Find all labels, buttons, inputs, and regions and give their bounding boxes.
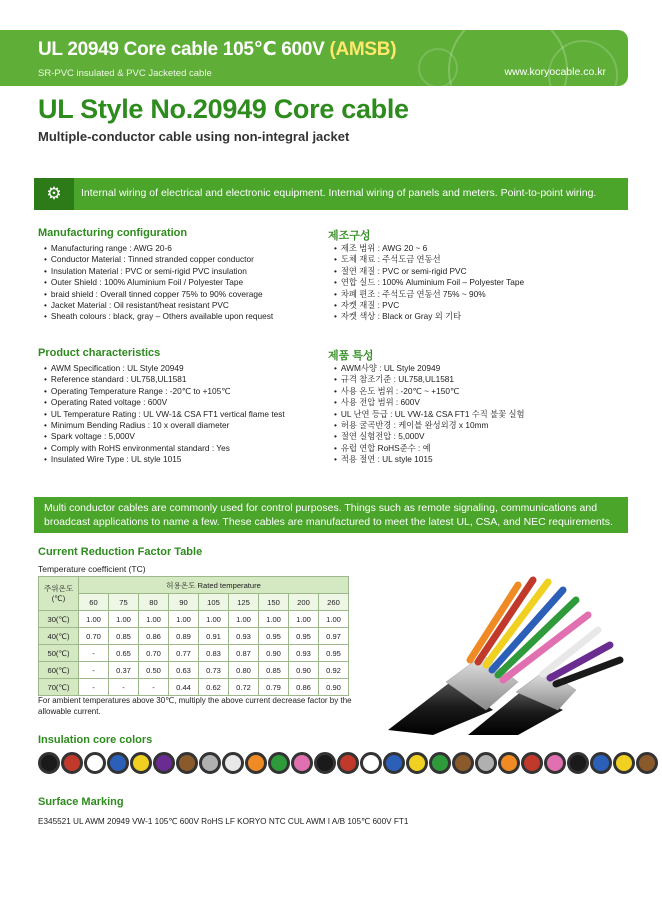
application-bar <box>34 178 628 210</box>
color-swatch <box>337 752 359 774</box>
temperature-row <box>39 594 349 611</box>
temperature-header: 105 <box>199 594 229 611</box>
header-banner <box>0 30 628 86</box>
banner-decoration <box>418 48 458 86</box>
table-cell: 0.97 <box>319 628 349 645</box>
insulation-color-swatches <box>38 752 658 774</box>
table-cell: 0.85 <box>109 628 139 645</box>
list-item: • Reference standard : UL758,UL1581 <box>44 374 285 385</box>
table-cell: - <box>79 679 109 696</box>
list-item: • 자켓 재질 : PVC <box>334 300 524 311</box>
cable-cores <box>470 580 620 684</box>
list-item: • Operating Temperature Range : -20℃ to +105℃ <box>44 386 285 397</box>
corner-label: 주위온도 <box>43 583 74 593</box>
list-item: • 절연 재질 : PVC or semi-rigid PVC <box>334 266 524 277</box>
color-swatch <box>383 752 405 774</box>
table-cell: 1.00 <box>169 611 199 628</box>
surface-marking-text: E345521 UL AWM 20949 VW-1 105℃ 600V RoHS LF KORYO NTC CUL AWM I A/B 105℃ 600V FT1 <box>38 817 409 826</box>
temperature-header: 90 <box>169 594 199 611</box>
page-subtitle: Multiple-conductor cable using non-integral jacket <box>38 129 350 144</box>
list-item: • 절연 실험전압 : 5,000V <box>334 431 525 442</box>
table-cell: 0.79 <box>259 679 289 696</box>
color-swatch <box>153 752 175 774</box>
color-swatch <box>84 752 106 774</box>
table-cell: 0.83 <box>199 645 229 662</box>
banner-title-main: UL 20949 Core cable 105℃ 600V <box>38 39 325 60</box>
table-cell: 1.00 <box>139 611 169 628</box>
temperature-header: 200 <box>289 594 319 611</box>
ambient-temperature: 40(℃) <box>39 628 79 645</box>
table-cell: 0.87 <box>229 645 259 662</box>
temperature-header: 60 <box>79 594 109 611</box>
reduction-title: Current Reduction Factor Table <box>38 546 203 558</box>
table-cell: 1.00 <box>319 611 349 628</box>
color-swatch <box>38 752 60 774</box>
table-cell: 0.90 <box>319 679 349 696</box>
list-item: • 규격 참조기준 : UL758,UL1581 <box>334 374 525 385</box>
table-row <box>39 611 349 628</box>
list-item: • Comply with RoHS environmental standard : Yes <box>44 443 285 454</box>
list-item: • UL 난연 등급 : UL VW-1& CSA FT1 수직 불꽃 실험 <box>334 409 525 420</box>
page-title: UL Style No.20949 Core cable <box>38 94 409 124</box>
table-cell: 0.95 <box>259 628 289 645</box>
list-item: • 연합 실드 : 100% Aluminium Foil – Polyester Tape <box>334 277 524 288</box>
color-swatch <box>613 752 635 774</box>
table-row <box>39 662 349 679</box>
table-cell: 0.95 <box>319 645 349 662</box>
list-item: • Sheath colours : black, gray – Others available upon request <box>44 311 273 322</box>
table-cell: 0.62 <box>199 679 229 696</box>
list-item: • 허용 굴곡반경 : 케이블 완성외경 x 10mm <box>334 420 525 431</box>
table-cell: - <box>79 662 109 679</box>
table-cell: - <box>139 679 169 696</box>
notice-line: Multi conductor cables are commonly used for control purposes. Things such as remote signaling, communications and <box>44 502 598 514</box>
list-item: • Manufacturing range : AWG 20-6 <box>44 243 273 254</box>
color-swatch <box>199 752 221 774</box>
table-cell: 0.89 <box>169 628 199 645</box>
ambient-temperature: 30(℃) <box>39 611 79 628</box>
table-row <box>39 679 349 696</box>
color-swatch <box>544 752 566 774</box>
color-swatch <box>429 752 451 774</box>
coefficient-label: Temperature coefficient (TC) <box>38 564 146 574</box>
table-cell: 0.90 <box>289 662 319 679</box>
cable-photo <box>358 560 628 735</box>
list-item: • Jacket Material : Oil resistant/heat resistant PVC <box>44 300 273 311</box>
list-item: • AWM Specification : UL Style 20949 <box>44 363 285 374</box>
gears-icon: ⚙ <box>34 178 74 210</box>
product-list <box>44 363 285 466</box>
table-row <box>39 645 349 662</box>
product-ko-list <box>334 363 525 466</box>
table-cell: 0.80 <box>229 662 259 679</box>
table-cell: 0.95 <box>289 628 319 645</box>
manufacturing-list <box>44 243 273 323</box>
manufacturing-ko-title: 제조구성 <box>328 230 371 242</box>
table-cell: 0.93 <box>289 645 319 662</box>
temperature-header: 75 <box>109 594 139 611</box>
list-item: • 사용 온도 범위 : -20℃ ~ +150℃ <box>334 386 525 397</box>
list-item: • braid shield : Overall tinned copper 75% to 90% coverage <box>44 289 273 300</box>
color-swatch <box>107 752 129 774</box>
reduction-table <box>38 576 349 696</box>
color-swatch <box>567 752 589 774</box>
table-cell: 1.00 <box>289 611 319 628</box>
rated-header: 허용온도 Rated temperature <box>79 577 349 594</box>
table-cell: 0.93 <box>229 628 259 645</box>
list-item: • Minimum Bending Radius : 10 x overall diameter <box>44 420 285 431</box>
surface-title: Surface Marking <box>38 796 124 808</box>
table-note: For ambient temperatures above 30℃, multiply the above current decrease factor by the allowable current. <box>38 696 352 716</box>
color-swatch <box>268 752 290 774</box>
table-cell: 0.37 <box>109 662 139 679</box>
notice-bar <box>34 497 628 533</box>
table-cell: 1.00 <box>79 611 109 628</box>
color-swatch <box>291 752 313 774</box>
list-item: • 제조 범위 : AWG 20 ~ 6 <box>334 243 524 254</box>
table-cell: 0.86 <box>289 679 319 696</box>
table-cell: 0.50 <box>139 662 169 679</box>
table-cell: 1.00 <box>109 611 139 628</box>
banner-subtitle: SR-PVC insulated & PVC Jacketed cable <box>38 68 212 79</box>
table-cell: 0.70 <box>79 628 109 645</box>
color-swatch <box>314 752 336 774</box>
table-cell: 1.00 <box>229 611 259 628</box>
list-item: • Operating Rated voltage : 600V <box>44 397 285 408</box>
ambient-temperature: 50(℃) <box>39 645 79 662</box>
table-cell: - <box>109 679 139 696</box>
banner-title-highlight: (AMSB) <box>329 39 397 60</box>
color-swatch <box>406 752 428 774</box>
color-swatch <box>222 752 244 774</box>
color-swatch <box>590 752 612 774</box>
table-cell: 0.85 <box>259 662 289 679</box>
color-swatch <box>636 752 658 774</box>
corner-unit: (℃) <box>51 593 66 603</box>
list-item: • Outer Shield : 100% Aluminium Foil / Polyester Tape <box>44 277 273 288</box>
list-item: • Spark voltage : 5,000V <box>44 431 285 442</box>
notice-line: broadcast applications to name a few. These cables are manufactured to meet the latest UL, CSA, and NEC requirements. <box>44 516 613 528</box>
color-swatch <box>475 752 497 774</box>
table-cell: 0.72 <box>229 679 259 696</box>
corner-header <box>39 577 79 611</box>
temperature-header: 150 <box>259 594 289 611</box>
color-swatch <box>360 752 382 774</box>
list-item: • 적용 절연 : UL style 1015 <box>334 454 525 465</box>
table-cell: 1.00 <box>259 611 289 628</box>
table-cell: 0.44 <box>169 679 199 696</box>
color-swatch <box>245 752 267 774</box>
banner-title <box>38 38 396 61</box>
list-item: • 도체 재료 : 주석도금 연동선 <box>334 254 524 265</box>
list-item: • UL Temperature Rating : UL VW-1& CSA FT1 vertical flame test <box>44 409 285 420</box>
ambient-temperature: 70(℃) <box>39 679 79 696</box>
list-item: • 자켓 색상 : Black or Gray 외 기타 <box>334 311 524 322</box>
table-cell: 0.91 <box>199 628 229 645</box>
temperature-header: 260 <box>319 594 349 611</box>
product-title: Product characteristics <box>38 347 161 359</box>
color-swatch <box>61 752 83 774</box>
application-text: Internal wiring of electrical and electronic equipment. Internal wiring of panels and meters. Point-to-point wiring. <box>81 187 597 199</box>
color-swatch <box>130 752 152 774</box>
temperature-header: 125 <box>229 594 259 611</box>
list-item: • 사용 전압 범위 : 600V <box>334 397 525 408</box>
temperature-header: 80 <box>139 594 169 611</box>
color-swatch <box>176 752 198 774</box>
list-item: • Insulation Material : PVC or semi-rigid PVC insulation <box>44 266 273 277</box>
table-cell: 0.86 <box>139 628 169 645</box>
table-cell: 1.00 <box>199 611 229 628</box>
product-ko-title: 제품 특성 <box>328 350 374 362</box>
list-item: • 유럽 연합 RoHS준수 : 예 <box>334 443 525 454</box>
table-cell: 0.73 <box>199 662 229 679</box>
manufacturing-title: Manufacturing configuration <box>38 227 188 239</box>
list-item: • AWM사양 : UL Style 20949 <box>334 363 525 374</box>
table-cell: 0.70 <box>139 645 169 662</box>
list-item: • Conductor Material : Tinned stranded copper conductor <box>44 254 273 265</box>
table-cell: 0.90 <box>259 645 289 662</box>
insulation-title: Insulation core colors <box>38 734 153 746</box>
website-link[interactable]: www.koryocable.co.kr <box>504 66 606 78</box>
table-row <box>39 628 349 645</box>
table-cell: - <box>79 645 109 662</box>
table-cell: 0.77 <box>169 645 199 662</box>
table-cell: 0.92 <box>319 662 349 679</box>
ambient-temperature: 60(℃) <box>39 662 79 679</box>
table-cell: 0.65 <box>109 645 139 662</box>
color-swatch <box>521 752 543 774</box>
list-item: • 차폐 편조 : 주석도금 연동선 75% ~ 90% <box>334 289 524 300</box>
list-item: • Insulated Wire Type : UL style 1015 <box>44 454 285 465</box>
manufacturing-ko-list <box>334 243 524 323</box>
color-swatch <box>452 752 474 774</box>
color-swatch <box>498 752 520 774</box>
table-cell: 0.63 <box>169 662 199 679</box>
